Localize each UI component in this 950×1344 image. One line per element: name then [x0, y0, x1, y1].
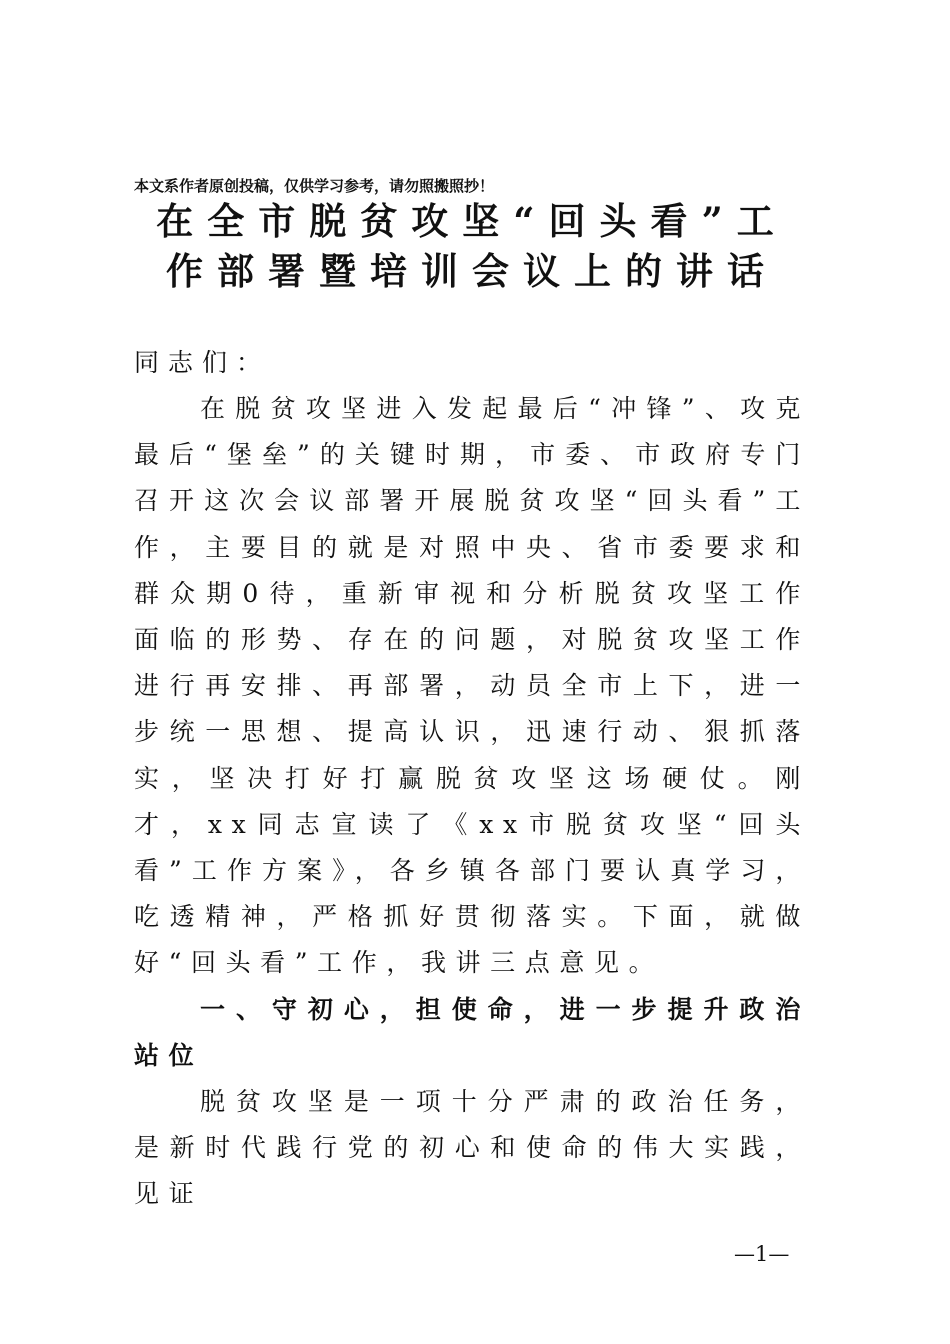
section-heading-1: 一、守初心，担使命，进一步提升政治站位 [134, 994, 810, 1070]
title-line-1: 在全市脱贫攻坚“回头看”工 [156, 199, 788, 243]
title-line-2: 作部署暨培训会议上的讲话 [166, 249, 778, 293]
paragraph-intro: 在脱贫攻坚进入发起最后“冲锋”、攻克最后“堡垒”的关键时期，市委、市政府专门召开这次会议部署开展脱贫攻坚“回头看”工作，主要目的就是对照中央、省市委要求和群众期0待，重新审视和分析脱贫攻坚工作面临的形势、存在的问题，对脱贫攻坚工作进行再安排、再部署，动员全市上下，进一步统一思想、提高认识，迅速行动、狠抓落实，坚决打好打赢脱贫攻坚这场硬仗。刚才，xx同志宣读了《xx市脱贫攻坚“回头看”工作方案》，各乡镇各部门要认真学习，吃透精神，严格抓好贯彻落实。下面，就做好“回头看”工作，我讲三点意见。 [134, 394, 810, 978]
paragraph-section-1: 脱贫攻坚是一项十分严肃的政治任务，是新时代践行党的初心和使命的伟大实践，见证 [134, 1086, 810, 1209]
document-body [134, 340, 810, 1217]
document-title [134, 196, 810, 296]
salutation: 同志们： [134, 348, 271, 377]
page-number: —1— [734, 1242, 790, 1266]
copyright-notice: 本文系作者原创投稿，仅供学习参考，请勿照搬照抄！ [134, 177, 495, 195]
